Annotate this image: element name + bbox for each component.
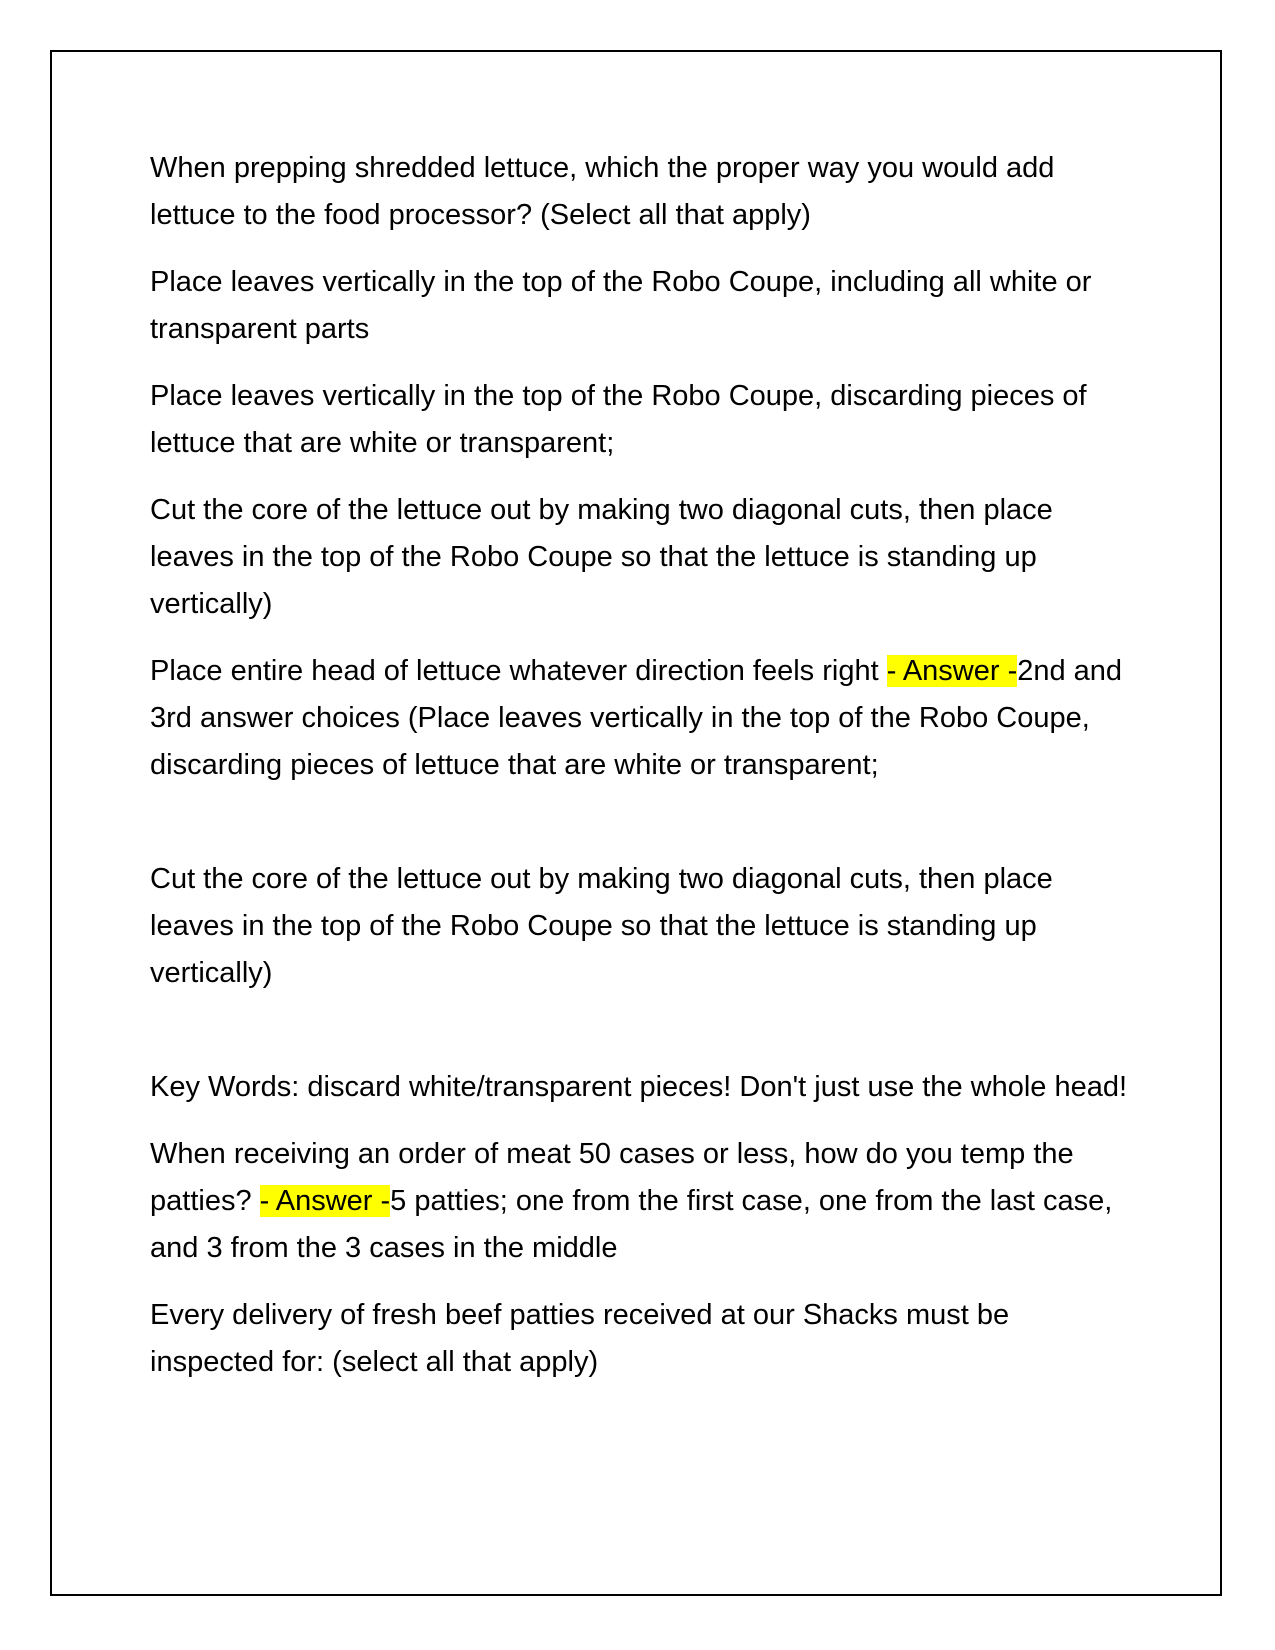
answer-highlight: - Answer -	[886, 655, 1018, 687]
question-beef-inspection: Every delivery of fresh beef patties received at our Shacks must be inspected for: (select all that apply)	[150, 1299, 1010, 1378]
option-discarding-white: Place leaves vertically in the top of the Robo Coupe, discarding pieces of lettuce that are white or transparent;	[150, 380, 1087, 459]
key-words: Key Words: discard white/transparent pieces! Don't just use the whole head!	[150, 1071, 1128, 1103]
answer-continued: Cut the core of the lettuce out by making two diagonal cuts, then place leaves in the top of the Robo Coupe so that the lettuce is standing up vertically)	[150, 863, 1053, 989]
answer-highlight: - Answer -	[259, 1185, 391, 1217]
document-body	[150, 145, 1140, 1406]
option-cut-core: Cut the core of the lettuce out by making two diagonal cuts, then place leaves in the top of the Robo Coupe so that the lettuce is standing up vertically)	[150, 494, 1053, 620]
blank-line	[150, 1017, 1140, 1064]
question-lettuce: When prepping shredded lettuce, which the proper way you would add lettuce to the food processor? (Select all that apply)	[150, 152, 1055, 231]
option-including-white: Place leaves vertically in the top of the Robo Coupe, including all white or transparent parts	[150, 266, 1092, 345]
blank-line	[150, 809, 1140, 856]
option-entire-head-with-answer: Place entire head of lettuce whatever direction feels right - Answer -2nd and 3rd answer choices (Place leaves vertically in the top of the Robo Coupe, discarding pieces of lettuce that are white or transparent;	[150, 655, 1123, 781]
question-temp-patties: When receiving an order of meat 50 cases or less, how do you temp the patties? - Answer -5 patties; one from the first case, one from the last case, and 3 from the 3 cases in the middle	[150, 1138, 1113, 1264]
